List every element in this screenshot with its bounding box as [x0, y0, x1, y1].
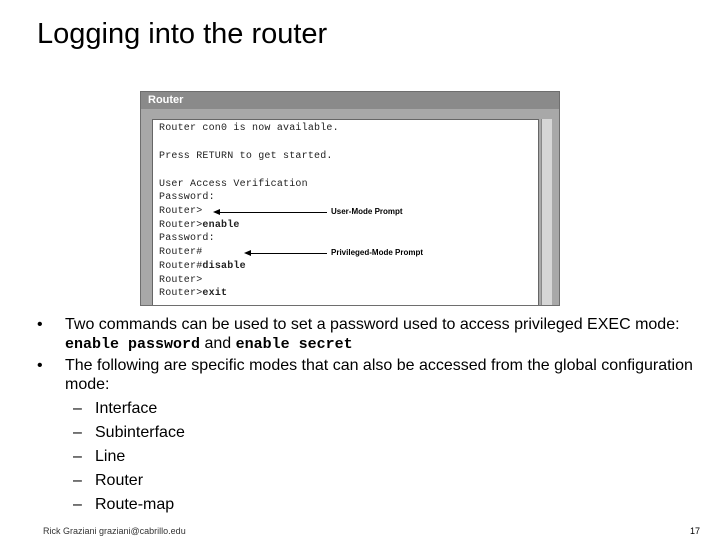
bullet-dot: •	[37, 316, 43, 333]
terminal-line: Router con0 is now available.	[159, 123, 339, 134]
bullet-item: • Two commands can be used to set a password used to access privileged EXEC mode: enable password and enable secret	[37, 316, 680, 353]
slide-title: Logging into the router	[37, 18, 328, 50]
privileged-mode-label: Privileged-Mode Prompt	[331, 248, 424, 257]
terminal-line: Router#	[159, 247, 203, 258]
terminal-line: Router>enable	[159, 220, 240, 231]
sub-item: – Route-map	[73, 496, 175, 513]
sub-item: – Interface	[73, 400, 158, 417]
sub-item: – Line	[73, 448, 126, 465]
bullet-item: • The following are specific modes that can also be accessed from the global configuration mode:	[37, 357, 693, 393]
terminal-line: User Access Verification	[159, 179, 308, 190]
terminal-line: Password:	[159, 192, 215, 203]
sub-item: – Subinterface	[73, 424, 185, 441]
command-enable-password: enable password	[65, 336, 201, 353]
terminal-line: Router#disable	[159, 261, 246, 272]
terminal-line: Router>exit	[159, 288, 228, 299]
bullet-list	[37, 315, 707, 517]
terminal-area	[152, 119, 539, 306]
terminal-line: Router>	[159, 206, 203, 217]
command-enable-secret: enable secret	[235, 336, 353, 353]
privileged-mode-arrow	[250, 253, 327, 254]
terminal-scrollbar[interactable]	[541, 119, 552, 306]
user-mode-arrow	[219, 212, 327, 213]
router-window	[140, 91, 560, 306]
router-window-title: Router	[141, 92, 559, 109]
footer-author: Rick Graziani graziani@cabrillo.edu	[43, 526, 186, 536]
user-mode-label: User-Mode Prompt	[331, 207, 403, 216]
bullet-dot: •	[37, 357, 43, 374]
sub-item: – Router	[73, 472, 144, 489]
terminal-line: Router>	[159, 275, 203, 286]
terminal-line: Password:	[159, 233, 215, 244]
page-number: 17	[690, 526, 701, 536]
terminal-line: Press RETURN to get started.	[159, 151, 333, 162]
